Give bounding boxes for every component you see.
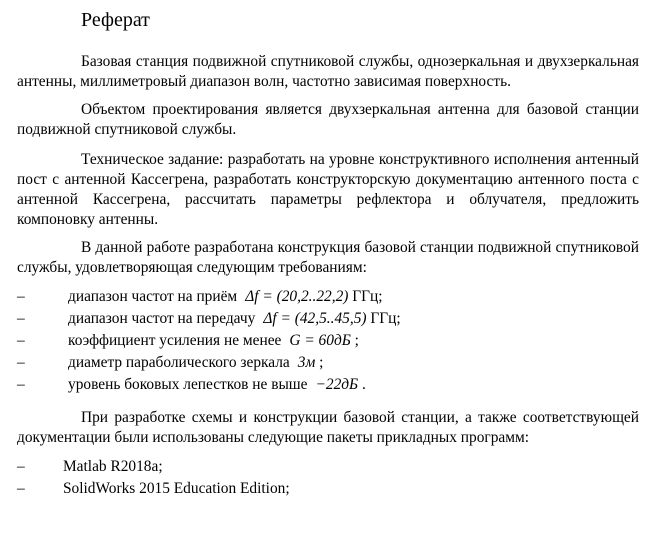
list-item — [17, 308, 639, 330]
requirement-formula: −22дБ — [315, 376, 359, 393]
requirement-unit: ГГц — [370, 310, 397, 327]
requirement-text: коэффициент усиления не менее — [68, 332, 282, 349]
list-item — [17, 374, 639, 396]
requirement-formula: Δf = (42,5..45,5) — [263, 310, 367, 327]
requirement-formula: Δf = (20,2..22,2) — [245, 288, 349, 305]
list-dash: – — [17, 376, 25, 393]
object-paragraph: Объектом проектирования является двухзеркальная антенна для базовой станции подвижной спутниковой службы. — [17, 101, 639, 138]
list-item — [17, 352, 639, 374]
requirement-unit: ГГц — [352, 288, 379, 305]
requirement-end: ; — [319, 354, 324, 371]
list-item — [17, 456, 639, 478]
task-paragraph: Техническое задание: разработать на уровне конструктивного исполнения антенный пост с антенной Кассегрена, разработать конструкторскую документацию антенного поста с антенной Кассегрена, рассчитать параметры рефлектора и облучателя, предложить компоновку антенны. — [17, 151, 639, 228]
keywords-paragraph: Базовая станция подвижной спутниковой службы, однозеркальная и двухзеркальная антенны, миллиметровый диапазон волн, частотно зависимая поверхность. — [17, 53, 639, 90]
list-dash: – — [17, 310, 25, 327]
requirement-text: диаметр параболического зеркала — [68, 354, 290, 371]
software-list — [17, 456, 639, 500]
requirements-list — [17, 286, 639, 396]
requirement-text: диапазон частот на передачу — [68, 310, 256, 327]
list-dash: – — [17, 332, 25, 349]
requirements-intro-paragraph: В данной работе разработана конструкция базовой станции подвижной спутниковой службы, удовлетворяющая следующим требованиям: — [17, 239, 639, 276]
requirement-text: уровень боковых лепестков не выше — [68, 376, 308, 393]
list-item — [17, 478, 639, 500]
requirement-formula: G = 60дБ — [289, 332, 351, 349]
page-title: Реферат — [81, 9, 150, 31]
software-intro-paragraph: При разработке схемы и конструкции базовой станции, а также соответствующей документации были использованы следующие пакеты прикладных программ: — [17, 409, 639, 446]
software-name: SolidWorks 2015 Education Edition; — [63, 480, 290, 497]
requirement-end: ; — [396, 310, 401, 327]
requirement-end: ; — [378, 288, 383, 305]
requirement-end: ; — [354, 332, 359, 349]
requirement-formula: 3м — [297, 354, 316, 371]
list-dash: – — [17, 458, 25, 475]
list-item — [17, 330, 639, 352]
requirement-end: . — [362, 376, 366, 393]
list-dash: – — [17, 288, 25, 305]
requirement-text: диапазон частот на приём — [68, 288, 238, 305]
list-dash: – — [17, 480, 25, 497]
list-dash: – — [17, 354, 25, 371]
software-name: Matlab R2018a; — [63, 458, 163, 475]
list-item — [17, 286, 639, 308]
